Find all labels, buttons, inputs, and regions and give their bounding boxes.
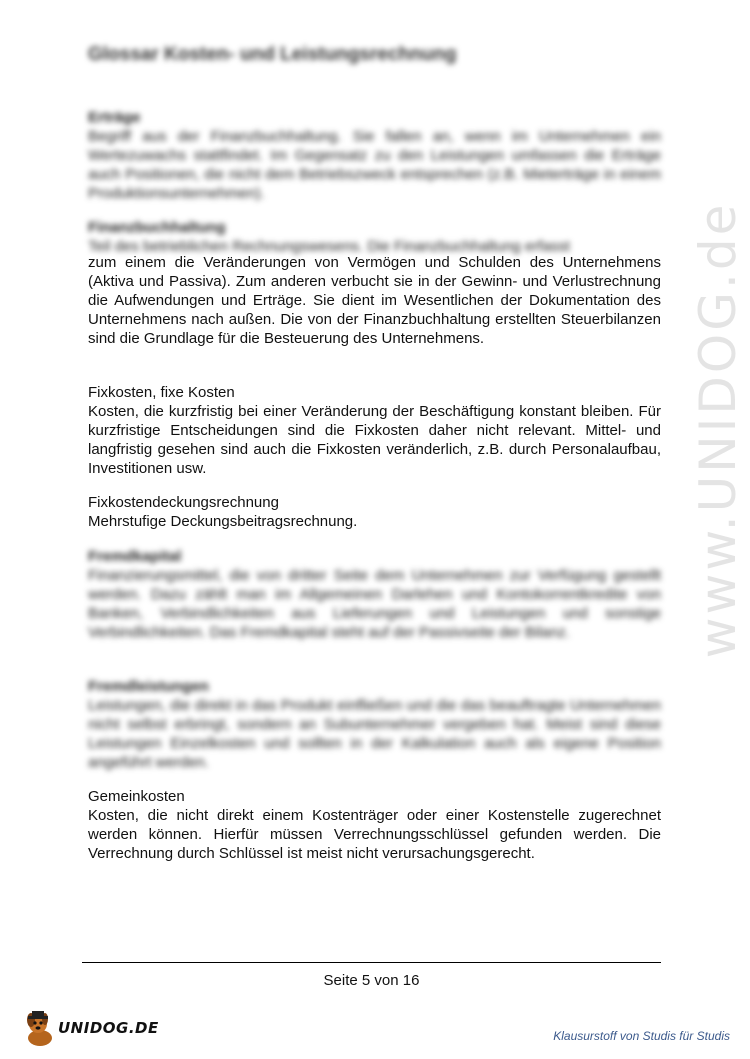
page-number: Seite 5 von 16 <box>323 972 420 989</box>
entry-body: Leistungen, die direkt in das Produkt einfließen und die das beauftragte Unternehmen nicht selbst erbringt, sondern an Subunternehmer vergeben hat. Meist sind diese Leistungen Einzelkosten und sollten in der Kalkulation auch als eigene Position angeführt werden. <box>88 697 661 771</box>
entry-body: Kosten, die nicht direkt einem Kostenträger oder einer Kostenstelle zugerechnet werden können. Hierfür müssen Verrechnungsschlüssel gefunden werden. Die Verrechnung durch Schlüssel ist meist nicht verursachungsgerecht. <box>88 807 661 862</box>
glossary-entry-ertraege <box>88 108 661 203</box>
entry-body: Kosten, die kurzfristig bei einer Veränderung der Beschäftigung konstant bleiben. Für kurzfristige Entscheidungen sind die Fixkosten daher nicht relevant. Mittel- und langfristig gesehen sind auch die Fixkosten veränderlich, z.B. durch Personalaufbau, Investitionen usw. <box>88 403 661 477</box>
entry-body: Finanzierungsmittel, die von dritter Seite dem Unternehmen zur Verfügung gestellt werden. Dazu zählt man im Allgemeinen Darlehen und Kontokorrentkredite von Banken, Verbindlichkeiten aus Lieferungen und Leistungen und sonstige Verbindlichkeiten. Das Fremdkapital steht auf der Passivseite der Bilanz. <box>88 567 661 641</box>
entry-body-blurred: Teil des betrieblichen Rechnungswesens. Die Finanzbuchhaltung erfasst <box>88 238 570 255</box>
dog-icon <box>22 1008 58 1048</box>
glossary-entry-fixkosten <box>88 383 661 478</box>
entry-body: Begriff aus der Finanzbuchhaltung. Sie fallen an, wenn im Unternehmen ein Wertezuwachs stattfindet. Im Gegensatz zu den Leistungen umfassen die Erträge auch Positionen, die nicht dem Betriebszweck entsprechen (z.B. Mieterträge in einem Produktionsunternehmen). <box>88 128 661 202</box>
entry-heading: Fremdleistungen <box>88 678 209 695</box>
entry-heading: Erträge <box>88 109 141 126</box>
glossary-entry-fixkostendeckungsrechnung <box>88 493 661 531</box>
entry-heading: Fremdkapital <box>88 548 182 565</box>
entry-body: Mehrstufige Deckungsbeitragsrechnung. <box>88 513 358 530</box>
watermark: www.UNIDOG.de <box>689 201 747 659</box>
entry-heading: Finanzbuchhaltung <box>88 219 226 236</box>
glossary-entry-finanzbuchhaltung <box>88 218 661 348</box>
tagline: Klausurstoff von Studis für Studis <box>553 1029 730 1043</box>
glossary-entry-fremdkapital <box>88 547 661 642</box>
entry-heading: Fixkosten, fixe Kosten <box>88 384 235 401</box>
entry-heading: Fixkostendeckungsrechnung <box>88 494 279 511</box>
entry-heading: Gemeinkosten <box>88 788 185 805</box>
logo-text: UNIDOG.DE <box>58 1019 159 1037</box>
entry-body: zum einem die Veränderungen von Vermögen und Schulden des Unternehmens (Aktiva und Passiva). Zum anderen verbucht sie in der Gewinn- und Verlustrechnung die Aufwendungen und Erträge. Sie dient im Wesentlichen der Dokumentation des Unternehmens nach außen. Die von der Finanzbuchhaltung erstellten Steuerbilanzen sind die Grundlage für die Besteuerung des Unternehmens. <box>88 254 661 347</box>
footer-divider <box>82 962 661 963</box>
page-title: Glossar Kosten- und Leistungsrechnung <box>88 44 457 65</box>
glossary-entry-gemeinkosten <box>88 787 661 863</box>
glossary-entry-fremdleistungen <box>88 677 661 772</box>
unidog-logo[interactable] <box>22 1008 159 1050</box>
